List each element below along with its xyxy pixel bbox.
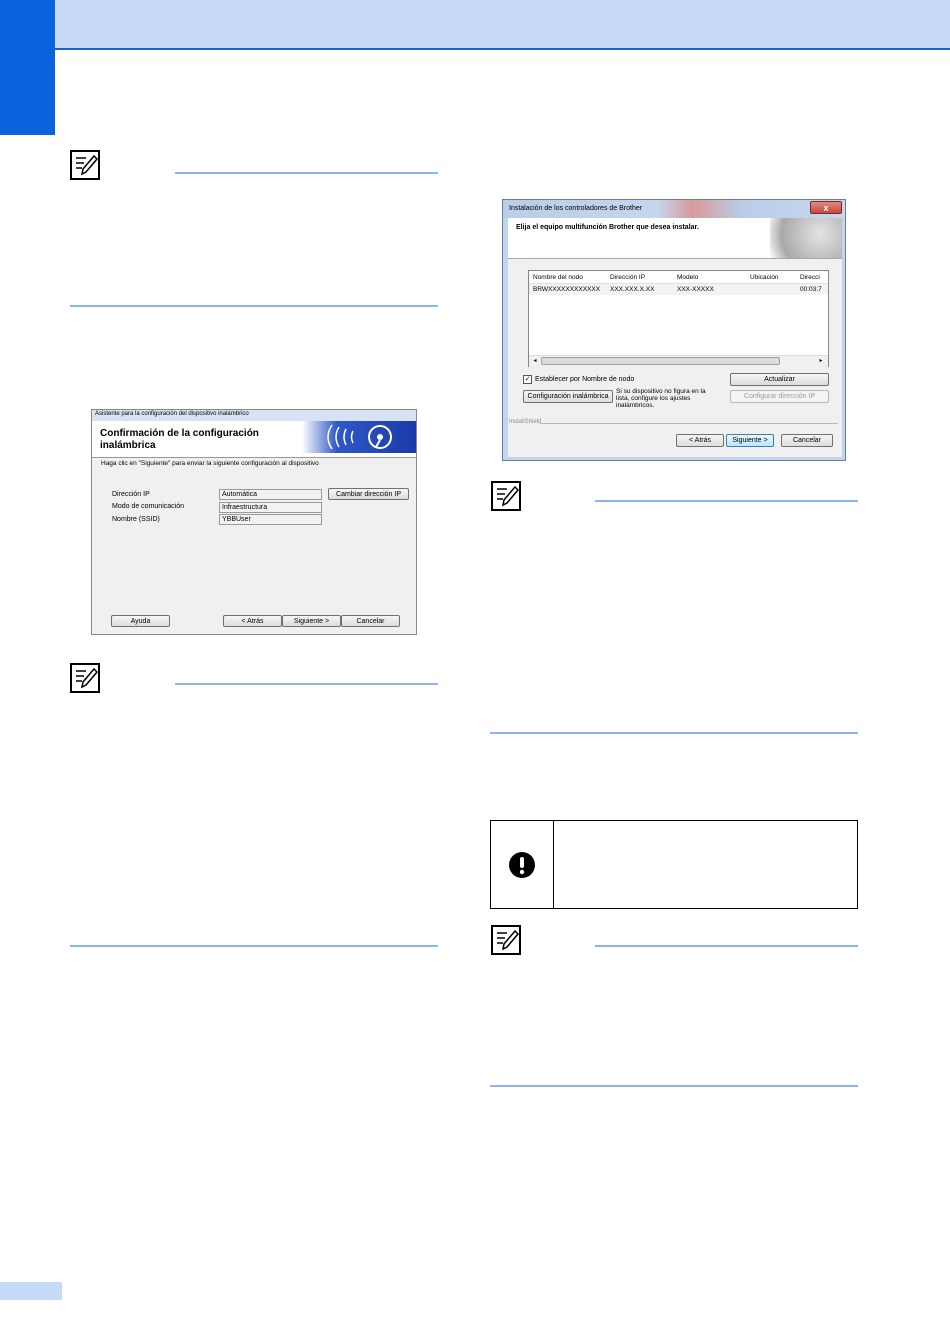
column-location[interactable]: Ubicación <box>750 274 779 281</box>
note-end-rule <box>490 1085 858 1087</box>
column-ip-address[interactable]: Dirección IP <box>610 274 646 281</box>
checkbox-label[interactable]: Establecer por Nombre de nodo <box>535 376 635 383</box>
hint-line3: inalámbricos. <box>616 402 655 409</box>
note-end-rule <box>70 305 438 307</box>
cancel-button[interactable]: Cancelar <box>341 615 400 627</box>
wizard-heading-line2: inalámbrica <box>100 440 156 451</box>
important-box <box>490 820 858 909</box>
note-rule <box>595 945 858 947</box>
note-icon <box>70 663 100 698</box>
important-icon <box>508 851 536 884</box>
row-address: 00:03:7 <box>800 286 822 293</box>
installer-body <box>508 218 842 457</box>
comm-mode-label: Modo de comunicación <box>112 503 184 510</box>
configure-ip-button[interactable]: Configurar dirección IP <box>730 390 829 403</box>
table-row[interactable] <box>529 284 828 295</box>
installer-back-button[interactable]: < Atrás <box>676 434 724 447</box>
note-end-rule <box>490 732 858 734</box>
installshield-label: InstallShield <box>509 419 542 425</box>
help-button[interactable]: Ayuda <box>111 615 170 627</box>
installer-header <box>508 218 842 258</box>
note-icon <box>491 481 521 516</box>
wizard-titlebar <box>92 410 417 421</box>
column-node-name[interactable]: Nombre del nodo <box>533 274 583 281</box>
note-rule <box>175 683 438 685</box>
scroll-left-icon[interactable]: ◂ <box>533 358 537 364</box>
note-icon <box>70 150 100 185</box>
note-rule <box>595 500 858 502</box>
row-model: XXX-XXXXX <box>677 286 714 293</box>
hint-line1: Si su dispositivo no figura en la <box>616 388 706 395</box>
note-icon <box>491 925 521 960</box>
wizard-title: Asistente para la configuración del dispositivo inalámbrico <box>95 411 249 417</box>
ip-address-label: Dirección IP <box>112 491 150 498</box>
check-icon[interactable]: ✓ <box>524 376 531 383</box>
installer-title: Instalación de los controladores de Brother <box>509 205 643 212</box>
column-address[interactable]: Direcci <box>800 274 820 281</box>
close-icon[interactable]: x <box>810 201 842 214</box>
column-model[interactable]: Modelo <box>677 274 699 281</box>
note-rule <box>175 172 438 174</box>
note-end-rule <box>70 945 438 947</box>
page-number-tab <box>0 1282 62 1300</box>
wizard-heading-line1: Confirmación de la configuración <box>100 428 259 439</box>
device-list[interactable] <box>528 270 829 367</box>
header-graphic <box>770 218 842 258</box>
back-button[interactable]: < Atrás <box>223 615 282 627</box>
comm-mode-value: Infraestructura <box>219 502 322 513</box>
ssid-label: Nombre (SSID) <box>112 516 160 523</box>
wizard-dialog <box>91 409 417 635</box>
wireless-config-button[interactable]: Configuración inalámbrica <box>523 390 613 403</box>
ip-address-value: Automática <box>219 489 322 500</box>
ssid-value: YBBUser <box>219 514 322 525</box>
next-button[interactable]: Siguiente > <box>282 615 341 627</box>
installer-dialog <box>502 199 846 461</box>
refresh-button[interactable]: Actualizar <box>730 373 829 386</box>
horizontal-scrollbar[interactable] <box>529 355 828 367</box>
chapter-tab <box>0 0 55 135</box>
row-ip: XXX.XXX.X.XX <box>610 286 655 293</box>
header-bar <box>0 0 950 50</box>
wizard-instruction: Haga clic en "Siguiente" para enviar la siguiente configuración al dispositivo <box>101 460 319 467</box>
wireless-logo-icon <box>302 421 417 453</box>
change-ip-button[interactable]: Cambiar dirección IP <box>328 488 409 500</box>
scroll-thumb[interactable] <box>541 357 780 365</box>
installer-titlebar <box>503 200 846 218</box>
row-node: BRWXXXXXXXXXXXX <box>533 286 601 293</box>
wizard-banner <box>92 421 417 457</box>
installer-heading: Elija el equipo multifunción Brother que desea instalar. <box>516 224 699 231</box>
hint-line2: lista, configure los ajustes <box>616 395 691 402</box>
installer-next-button[interactable]: Siguiente > <box>726 434 774 447</box>
scroll-right-icon[interactable]: ▸ <box>819 358 823 364</box>
installer-cancel-button[interactable]: Cancelar <box>781 434 833 447</box>
list-header <box>529 271 828 284</box>
